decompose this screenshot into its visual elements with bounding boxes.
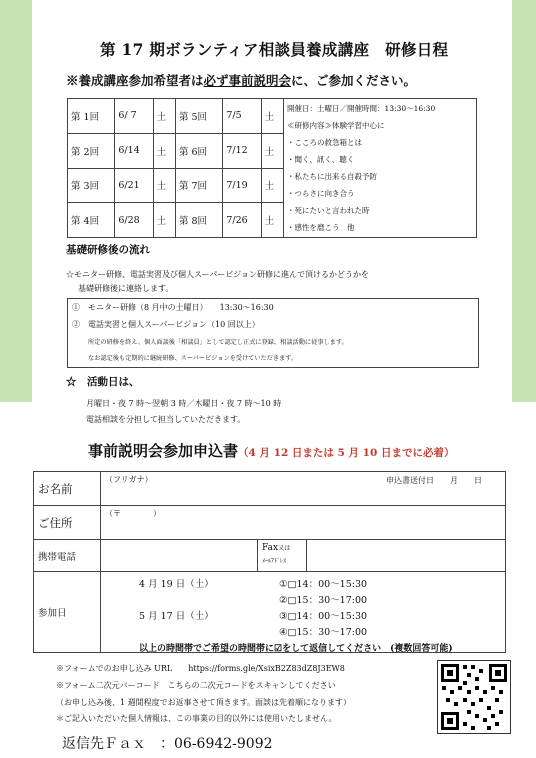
- fax-or: 又は: [278, 545, 291, 552]
- form-row-join: [34, 572, 506, 653]
- fax-mail-label: [258, 540, 307, 572]
- mobile-field[interactable]: [101, 540, 258, 572]
- activity-note: 電話相談を分担して担当していただきます。: [86, 415, 246, 424]
- activity-heading: ☆ 活動日は、: [66, 376, 140, 388]
- info-line: ・死にたいと言われた時: [287, 206, 370, 215]
- session-number: 第 3回: [68, 168, 115, 203]
- sent-date-label: 申込書送付日 月 日: [386, 476, 482, 485]
- info-line: ・感性を磨こう 他: [287, 223, 355, 232]
- qr-code-graphic: [438, 661, 510, 733]
- info-line: ・つらさに向き合う: [287, 189, 355, 198]
- info-line: ・聞く、訊く、聴く: [287, 155, 355, 164]
- schedule-table: [67, 98, 477, 238]
- furigana-label: （フリガナ）: [105, 475, 153, 484]
- join-label: 参加日: [34, 572, 101, 653]
- qr-instruction: ※フォーム二次元バーコード こちらの二次元コードをスキャンしてください: [56, 681, 336, 690]
- session-number: 第 7回: [175, 168, 222, 203]
- qr-code-icon[interactable]: [437, 660, 511, 734]
- activity-hours: 月曜日・夜 7 時～翌朝 3 時／木曜日・夜 7 時～10 時: [86, 399, 282, 408]
- flow-intro-cont: 基礎研修後に連絡します。: [78, 284, 174, 293]
- option-4[interactable]: ④□15：30～17:00: [279, 627, 368, 638]
- practice-note: 所定の研修を終え、個人面談後「相談員」として認定し正式に登録、相談活動に従事します。: [88, 339, 348, 346]
- form-title-text: 事前説明会参加申込書: [88, 442, 239, 460]
- application-form: [33, 471, 506, 653]
- session-day: 土: [153, 133, 175, 168]
- session-date: 6/28: [115, 203, 153, 238]
- session-day: 土: [261, 203, 283, 238]
- session-day: 土: [261, 99, 283, 134]
- address-label: ご住所: [34, 506, 101, 540]
- name-label: お名前: [34, 472, 101, 506]
- date-may: 5 月 17 日（土）: [139, 611, 214, 622]
- session-number: 第 2回: [68, 133, 115, 168]
- form-title: [88, 440, 454, 461]
- notice-underlined: 必ず事前説明会: [203, 73, 292, 88]
- session-day: 土: [153, 99, 175, 134]
- session-number: 第 1回: [68, 99, 115, 134]
- reply-fax: 返信先Ｆａｘ ：06-6942-9092: [62, 736, 273, 752]
- session-number: 第 8回: [175, 203, 222, 238]
- info-line: ・こころの救急箱とは: [287, 138, 362, 147]
- notice-line: [66, 71, 416, 89]
- session-date: 7/5: [223, 99, 261, 134]
- page-title: 第 17 期ボランティア相談員養成講座 研修日程: [100, 40, 449, 59]
- info-line: ・私たちに出来る自殺予防: [287, 172, 377, 181]
- option-3[interactable]: ③□14：00～15:30: [279, 611, 368, 622]
- table-row: [68, 99, 477, 134]
- option-2[interactable]: ②□15：30～17:00: [279, 595, 368, 606]
- info-line: 開催日：土曜日／開催時間：13:30～16:30: [287, 104, 436, 113]
- reply-note: （お申し込み後、1 週間程度でお返事させて頂きます。面談は先着順になります）: [56, 698, 351, 707]
- address-field[interactable]: （〒 ）: [101, 506, 506, 540]
- privacy-note: ＊ご記入いただいた個人情報は、この事業の目的以外には使用いたしません。: [56, 714, 337, 723]
- session-day: 土: [261, 168, 283, 203]
- multi-select-note: 以上の時間帯でご希望の時間帯に☑をして返信してください (複数回答可能): [139, 644, 453, 654]
- session-date: 6/14: [115, 133, 153, 168]
- notice-text-end: に、ご参加ください。: [291, 73, 417, 88]
- flow-intro: ☆モニター研修、電話実習及び個人スーパービジョン研修に進んで頂けるかどうかを: [66, 270, 370, 279]
- form-deadline: （4 月 12 日または 5 月 10 日までに必着）: [238, 447, 455, 459]
- session-day: 土: [153, 168, 175, 203]
- session-number: 第 6回: [175, 133, 222, 168]
- session-date: 7/26: [223, 203, 261, 238]
- session-day: 土: [261, 133, 283, 168]
- session-day: 土: [153, 203, 175, 238]
- option-1[interactable]: ①□14：00～15:30: [279, 579, 368, 590]
- fax-mail-field[interactable]: [307, 540, 506, 572]
- info-line: ≪研修内容≫体験学習中心に: [287, 121, 385, 130]
- session-date: 7/12: [223, 133, 261, 168]
- practice-note-2: なお認定後も定期的に継続研修、スーパービジョンを受けていただきます。: [88, 355, 298, 362]
- session-date: 6/21: [115, 168, 153, 203]
- form-row-contact: [34, 540, 506, 572]
- fax-label: Fax: [262, 543, 279, 553]
- session-number: 第 5回: [175, 99, 222, 134]
- form-row-address: [34, 506, 506, 540]
- form-row-name: [34, 472, 506, 506]
- session-date: 7/19: [223, 168, 261, 203]
- name-field[interactable]: [101, 472, 506, 506]
- notice-text: ※養成講座参加希望者は: [66, 73, 204, 88]
- join-options: [101, 572, 506, 653]
- phone-practice: ② 電話実習と個人スーパービジョン（10 回以上）: [72, 320, 260, 329]
- mail-label: ﾒｰﾙｱﾄﾞﾚｽ: [262, 558, 287, 565]
- session-number: 第 4回: [68, 203, 115, 238]
- session-date: 6/ 7: [115, 99, 153, 134]
- flow-heading: 基礎研修後の流れ: [66, 244, 150, 256]
- course-info: [284, 99, 477, 238]
- monitor-training: ① モニター研修（8 月中の土曜日） 13:30～16:30: [72, 303, 274, 312]
- form-url-line[interactable]: ※フォームでのお申し込み URL https://forms.gle/XsixB2Z83dZ8J3EW8: [56, 664, 345, 673]
- date-april: 4 月 19 日（土）: [139, 579, 214, 590]
- mobile-label: 携帯電話: [34, 540, 101, 572]
